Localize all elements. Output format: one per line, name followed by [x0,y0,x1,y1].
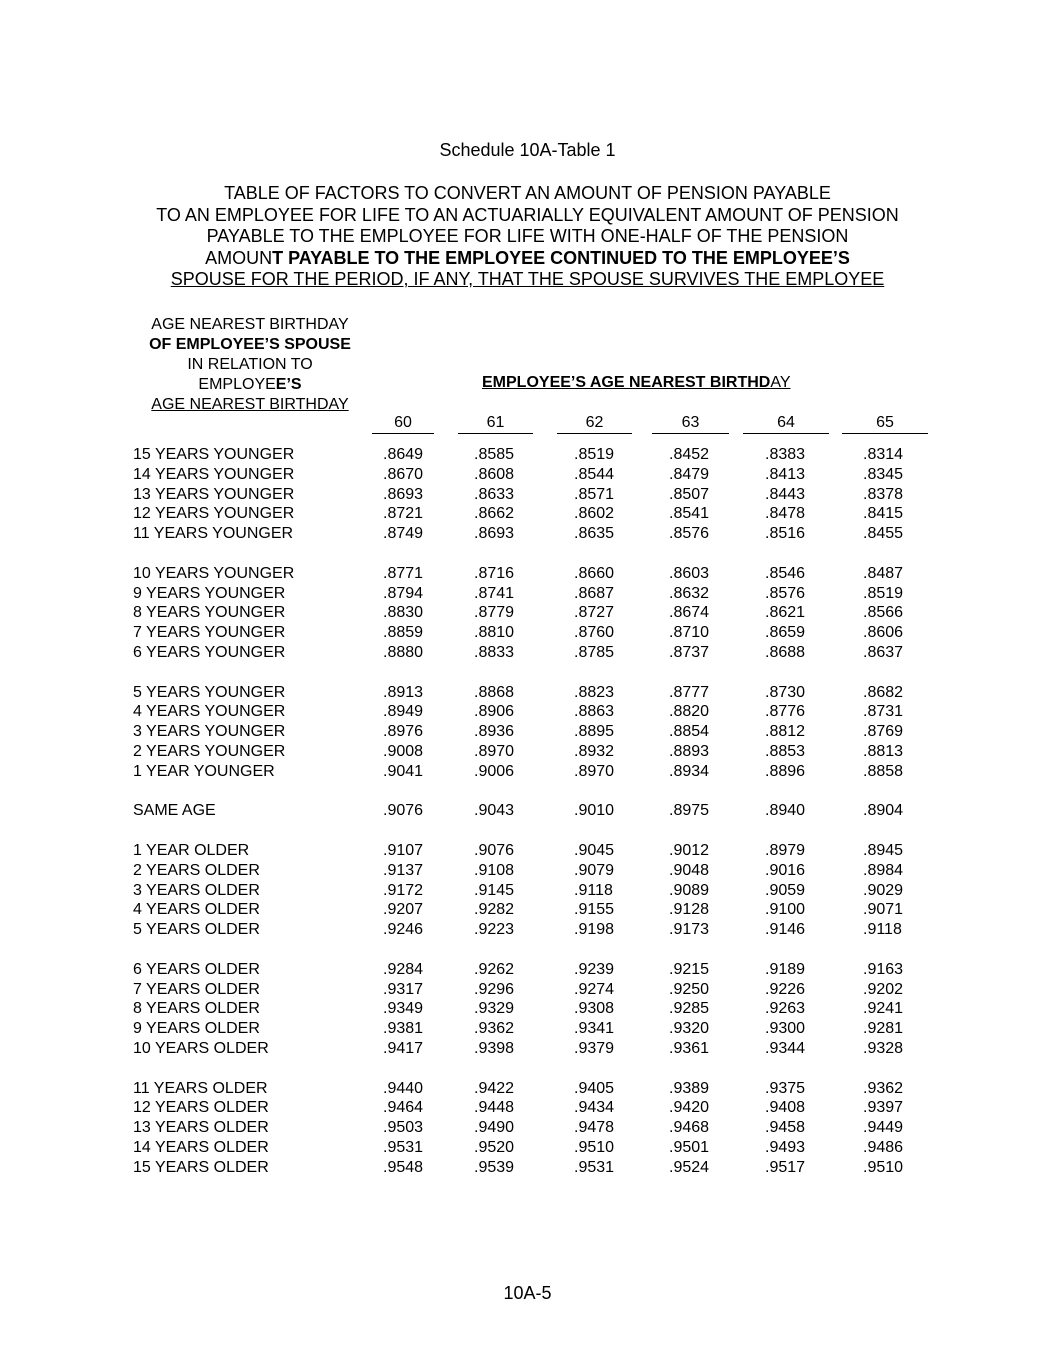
table-row [0,999,1055,1019]
factor-cell: .9344 [765,1039,806,1057]
heading-line-4 [0,248,1055,270]
factor-cell: .9501 [669,1138,710,1156]
factor-cell: .9405 [574,1079,615,1097]
factor-cell: .9263 [765,1000,806,1018]
factor-cell: .8455 [863,525,904,543]
factor-cell: .9189 [765,960,806,978]
factor-cell: .9548 [383,1158,424,1176]
factor-cell: .9145 [474,881,515,899]
factor-cell: .8693 [474,525,515,543]
factor-cell: .9274 [574,980,615,998]
heading-line-4-start: AMOUN [205,247,273,268]
factor-cell: .9328 [863,1039,904,1057]
factor-cell: .8585 [474,446,515,463]
table-row [0,900,1055,920]
table-row [0,504,1055,524]
table-row [0,1098,1055,1118]
factor-cell: .8727 [574,604,615,622]
factor-cell: .8779 [474,604,515,622]
factor-cell: .9398 [474,1039,515,1057]
row-label: 4 YEARS YOUNGER [133,703,286,721]
factor-cell: .9531 [574,1158,615,1176]
factor-cell: .9163 [863,960,904,978]
factor-cell: .9520 [474,1138,515,1156]
factor-cell: .8383 [765,446,806,463]
factor-cell: .9107 [383,841,424,859]
factor-cell: .9155 [574,901,615,919]
factor-cell: .9281 [863,1020,904,1038]
factor-cell: .9012 [669,841,710,859]
row-label: 9 YEARS YOUNGER [133,584,286,602]
factor-cell: .9493 [765,1138,806,1156]
factor-cell: .8833 [474,643,515,661]
factor-cell: .8633 [474,485,515,503]
factor-cell: .8541 [669,505,710,523]
factor-cell: .9118 [574,881,613,899]
row-label: 8 YEARS YOUNGER [133,604,286,622]
factor-cell: .8776 [765,703,806,721]
table-row [0,445,1055,465]
factor-cell: .8859 [383,624,424,642]
factor-cell: .8519 [574,446,615,463]
factor-cell: .9076 [474,841,515,859]
factor-cell: .9198 [574,921,615,939]
factor-cell: .9008 [383,742,424,760]
factor-cell: .9381 [383,1020,424,1038]
row-label: 13 YEARS OLDER [133,1119,269,1137]
factor-cell: .9146 [765,921,806,939]
factor-cell: .8730 [765,683,806,701]
factor-cell: .8603 [669,564,710,582]
factor-cell: .8507 [669,485,710,503]
factor-cell: .8785 [574,643,615,661]
factor-cell: .8682 [863,683,904,701]
factor-cell: .9239 [574,960,615,978]
row-label: 13 YEARS YOUNGER [133,485,295,503]
table-row [0,603,1055,623]
factor-cell: .9417 [383,1039,424,1057]
table-row [0,801,1055,821]
factor-cell: .9241 [863,1000,904,1018]
factor-cell: .9440 [383,1079,424,1097]
table-row [0,861,1055,881]
row-header-line-3: IN RELATION TO [187,356,313,373]
factor-cell: .8649 [383,446,424,463]
heading-line-1: TABLE OF FACTORS TO CONVERT AN AMOUNT OF PENSION PAYABLE [224,183,831,203]
factor-cell: .9317 [383,980,424,998]
table-row [0,1118,1055,1138]
factor-cell: .8660 [574,564,615,582]
factor-cell: .9420 [669,1099,710,1117]
factor-cell: .9434 [574,1099,615,1117]
row-label: 7 YEARS YOUNGER [133,624,286,642]
factor-cell: .8378 [863,485,904,503]
row-header-line-2: OF EMPLOYEE’S SPOUSE [149,336,351,353]
factor-cell: .8863 [574,703,615,721]
factor-cell: .8984 [863,861,904,879]
factor-cell: .8662 [474,505,515,523]
factor-cell: .9010 [574,802,615,820]
row-label: 5 YEARS OLDER [133,921,260,939]
factor-cell: .8830 [383,604,424,622]
row-label: 6 YEARS OLDER [133,960,260,978]
factor-cell: .8970 [474,742,515,760]
factor-cell: .9207 [383,901,424,919]
factor-cell: .8979 [765,841,806,859]
column-header-63: 63 [652,413,729,434]
row-label: 3 YEARS OLDER [133,881,260,899]
factor-cell: .8970 [574,762,615,780]
row-label: 4 YEARS OLDER [133,901,260,919]
column-header-64: 64 [743,413,829,434]
factor-cell: .8949 [383,703,424,721]
factor-cell: .8674 [669,604,710,622]
factor-cell: .8544 [574,465,615,483]
factor-cell: .8820 [669,703,710,721]
factor-cell: .8823 [574,683,615,701]
factor-cell: .8670 [383,465,424,483]
row-label: 12 YEARS OLDER [133,1099,269,1117]
factor-cell: .8659 [765,624,806,642]
factor-cell: .9490 [474,1119,515,1137]
factor-cell: .8737 [669,643,710,661]
factor-cell: .8602 [574,505,615,523]
factor-cell: .9262 [474,960,515,978]
factor-cell: .8606 [863,624,904,642]
factor-cell: .8769 [863,723,904,741]
column-group-header [482,374,790,392]
factor-cell: .9079 [574,861,615,879]
row-header-line-4 [130,375,370,395]
row-header-line-5: AGE NEAREST BIRTHDAY [151,396,349,413]
table-row [0,702,1055,722]
factor-cell: .9089 [669,881,710,899]
factor-cell: .8810 [474,624,515,642]
factor-cell: .9041 [383,762,424,780]
factor-cell: .9361 [669,1039,710,1057]
factor-cell: .9043 [474,802,515,820]
heading-line-4-bold: T PAYABLE TO THE EMPLOYEE CONTINUED TO THE EMPLOYEE’S [272,247,850,268]
table-row [0,643,1055,663]
table-row [0,1158,1055,1178]
factor-cell: .9108 [474,861,515,879]
factor-cell: .8945 [863,841,904,859]
factor-cell: .9300 [765,1020,806,1038]
table-row [0,742,1055,762]
factor-cell: .9531 [383,1138,424,1156]
factor-cell: .9379 [574,1039,615,1057]
row-label: 3 YEARS YOUNGER [133,723,286,741]
factor-cell: .8687 [574,584,615,602]
factor-cell: .8940 [765,802,806,820]
factor-cell: .9100 [765,901,806,919]
factor-cell: .8854 [669,723,710,741]
factor-cell: .8771 [383,564,424,582]
factor-cell: .9029 [863,881,904,899]
table-row [0,465,1055,485]
factor-cell: .8452 [669,446,710,463]
factor-cell: .8868 [474,683,515,701]
factor-cell: .8345 [863,465,904,483]
factor-cell: .9468 [669,1119,710,1137]
factor-cell: .9320 [669,1020,710,1038]
column-header-61: 61 [458,413,533,434]
table-row [0,623,1055,643]
factor-cell: .8741 [474,584,515,602]
factor-cell: .9517 [765,1158,806,1176]
factor-cell: .9503 [383,1119,424,1137]
row-label: 9 YEARS OLDER [133,1020,260,1038]
factor-cell: .8794 [383,584,424,602]
row-label: 5 YEARS YOUNGER [133,683,286,701]
factor-cell: .9362 [474,1020,515,1038]
factor-cell: .9375 [765,1079,806,1097]
column-header-60: 60 [372,413,434,434]
table-row [0,1138,1055,1158]
factor-cell: .9296 [474,980,515,998]
factor-cell: .9308 [574,1000,615,1018]
table-row [0,920,1055,940]
factor-cell: .9329 [474,1000,515,1018]
factor-cell: .8777 [669,683,710,701]
factor-cell: .8516 [765,525,806,543]
factor-cell: .9059 [765,881,806,899]
table-row [0,584,1055,604]
factor-cell: .9226 [765,980,806,998]
factor-cell: .9486 [863,1138,904,1156]
factor-cell: .9128 [669,901,710,919]
factor-cell: .9458 [765,1119,806,1137]
row-label: 12 YEARS YOUNGER [133,505,295,523]
row-label: 11 YEARS OLDER [133,1079,268,1097]
column-group-header-bold: EMPLOYEE’S AGE NEAREST BIRTHD [482,374,771,391]
factor-cell: .8710 [669,624,710,642]
factor-cell: .9016 [765,861,806,879]
row-label: 14 YEARS OLDER [133,1138,269,1156]
table-row [0,881,1055,901]
table-row [0,1039,1055,1059]
factor-cell: .9478 [574,1119,615,1137]
factor-cell: .9076 [383,802,424,820]
table-row [0,524,1055,544]
table-row [0,841,1055,861]
row-header-line-1: AGE NEAREST BIRTHDAY [151,316,349,333]
factor-cell: .8443 [765,485,806,503]
table-row [0,980,1055,1000]
factor-cell: .8632 [669,584,710,602]
table-row [0,564,1055,584]
factor-cell: .9349 [383,1000,424,1018]
factor-cell: .8413 [765,465,806,483]
factor-cell: .8813 [863,742,904,760]
factor-cell: .8314 [863,446,904,463]
row-label: 15 YEARS OLDER [133,1158,269,1176]
row-label: 10 YEARS OLDER [133,1039,269,1057]
factor-cell: .9137 [383,861,424,879]
factor-cell: .9448 [474,1099,515,1117]
factor-cell: .9172 [383,881,424,899]
factor-cell: .8576 [669,525,710,543]
factor-cell: .8895 [574,723,615,741]
factor-cell: .8906 [474,703,515,721]
factor-cell: .8731 [863,703,904,721]
factor-cell: .9071 [863,901,904,919]
factor-cell: .8913 [383,683,424,701]
factor-cell: .8853 [765,742,806,760]
row-label: 15 YEARS YOUNGER [133,446,295,463]
factor-cell: .9173 [669,921,710,939]
factor-cell: .8519 [863,584,904,602]
factor-cell: .8415 [863,505,904,523]
table-row [0,762,1055,782]
row-label: SAME AGE [133,802,216,820]
schedule-title: Schedule 10A-Table 1 [439,140,616,160]
factor-cell: .9118 [863,921,902,939]
heading-line-5: SPOUSE FOR THE PERIOD, IF ANY, THAT THE SPOUSE SURVIVES THE EMPLOYEE [170,269,885,290]
row-label: 2 YEARS OLDER [133,861,260,879]
row-label: 1 YEAR OLDER [133,841,250,859]
row-header-line-4-start: EMPLOYE [198,376,276,393]
factor-cell: .8896 [765,762,806,780]
factor-table-body [0,445,1055,1177]
factor-cell: .8576 [765,584,806,602]
factor-cell: .8478 [765,505,806,523]
factor-cell: .8716 [474,564,515,582]
factor-cell: .8760 [574,624,615,642]
factor-cell: .8688 [765,643,806,661]
heading-line-3: PAYABLE TO THE EMPLOYEE FOR LIFE WITH ONE-HALF OF THE PENSION [206,226,849,247]
factor-cell: .8621 [765,604,806,622]
factor-cell: .9341 [574,1020,615,1038]
factor-cell: .9510 [574,1138,615,1156]
factor-cell: .9397 [863,1099,904,1117]
row-header [130,315,370,415]
row-label: 8 YEARS OLDER [133,1000,260,1018]
factor-cell: .8932 [574,742,615,760]
table-row [0,960,1055,980]
page-number: 10A-5 [503,1283,552,1303]
factor-cell: .9284 [383,960,424,978]
table-row [0,1019,1055,1039]
factor-cell: .8487 [863,564,904,582]
row-label: 1 YEAR YOUNGER [133,762,275,780]
factor-cell: .8571 [574,485,615,503]
factor-cell: .8904 [863,802,904,820]
table-row [0,683,1055,703]
factor-cell: .9215 [669,960,710,978]
factor-cell: .8608 [474,465,515,483]
row-header-line-4-bold: E’S [275,376,302,393]
factor-cell: .8479 [669,465,710,483]
row-label: 14 YEARS YOUNGER [133,465,295,483]
factor-cell: .9285 [669,1000,710,1018]
factor-cell: .8566 [863,604,904,622]
factor-cell: .9045 [574,841,615,859]
row-label: 11 YEARS YOUNGER [133,525,294,543]
row-label: 7 YEARS OLDER [133,980,260,998]
factor-cell: .9510 [863,1158,904,1176]
table-row [0,1079,1055,1099]
factor-cell: .8880 [383,643,424,661]
factor-cell: .8858 [863,762,904,780]
factor-cell: .8693 [383,485,424,503]
factor-cell: .9202 [863,980,904,998]
column-header-62: 62 [557,413,632,434]
row-label: 10 YEARS YOUNGER [133,564,295,582]
factor-cell: .8893 [669,742,710,760]
factor-cell: .9524 [669,1158,710,1176]
factor-cell: .8546 [765,564,806,582]
factor-cell: .9422 [474,1079,515,1097]
factor-cell: .9408 [765,1099,806,1117]
factor-cell: .8637 [863,643,904,661]
factor-cell: .9223 [474,921,515,939]
factor-cell: .9464 [383,1099,424,1117]
factor-cell: .9250 [669,980,710,998]
factor-cell: .9449 [863,1119,904,1137]
table-row [0,485,1055,505]
factor-cell: .8934 [669,762,710,780]
table-row [0,722,1055,742]
factor-cell: .9246 [383,921,424,939]
factor-cell: .9282 [474,901,515,919]
heading-line-2: TO AN EMPLOYEE FOR LIFE TO AN ACTUARIALLY EQUIVALENT AMOUNT OF PENSION [156,204,899,225]
factor-cell: .9048 [669,861,710,879]
factor-cell: .9539 [474,1158,515,1176]
factor-cell: .9006 [474,762,515,780]
factor-cell: .9362 [863,1079,904,1097]
row-label: 2 YEARS YOUNGER [133,742,286,760]
factor-cell: .9389 [669,1079,710,1097]
factor-cell: .8812 [765,723,806,741]
factor-cell: .8749 [383,525,424,543]
column-group-header-end: AY [770,374,791,391]
table-heading [0,183,1055,291]
factor-cell: .8635 [574,525,615,543]
column-header-65: 65 [842,413,928,434]
factor-cell: .8976 [383,723,424,741]
factor-cell: .8721 [383,505,424,523]
factor-cell: .8975 [669,802,710,820]
row-label: 6 YEARS YOUNGER [133,643,286,661]
factor-cell: .8936 [474,723,515,741]
